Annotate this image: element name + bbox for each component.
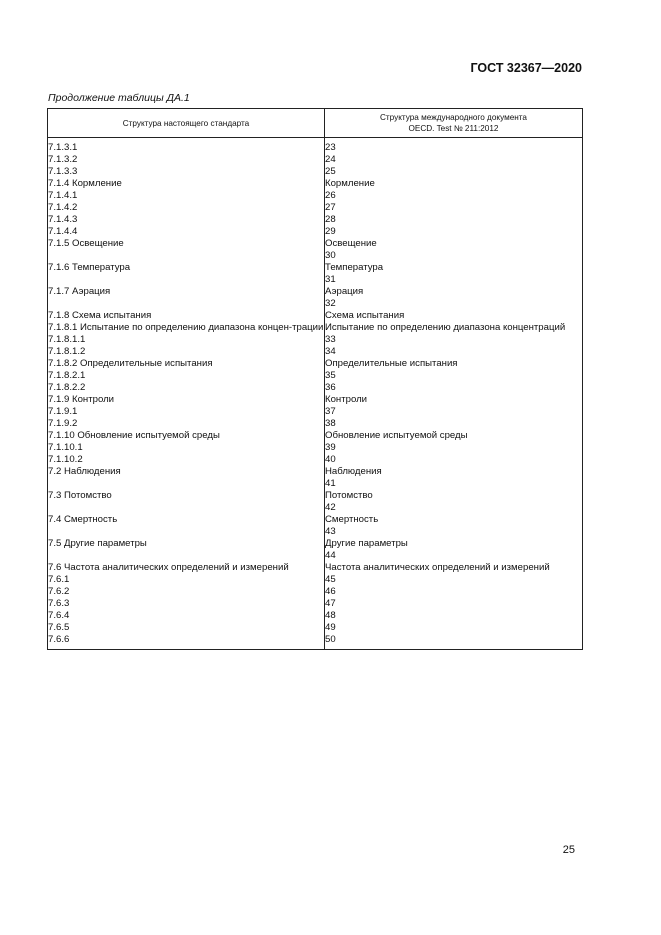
cell-line: 34 bbox=[325, 346, 336, 357]
cell-international-document bbox=[325, 346, 583, 358]
table-row bbox=[48, 466, 583, 490]
cell-international-document bbox=[325, 178, 583, 190]
table-body bbox=[48, 138, 583, 650]
cell-this-standard: 7.4 Смертность bbox=[48, 514, 325, 538]
cell-line: 49 bbox=[325, 622, 336, 633]
cell-line: 29 bbox=[325, 226, 336, 237]
cell-this-standard: 7.2 Наблюдения bbox=[48, 466, 325, 490]
cell-international-document bbox=[325, 358, 583, 370]
col-header-this-standard: Структура настоящего стандарта bbox=[48, 109, 325, 138]
cell-this-standard: 7.1.10 Обновление испытуемой среды bbox=[48, 430, 325, 442]
table-row bbox=[48, 538, 583, 562]
cell-this-standard: 7.6.3 bbox=[48, 598, 325, 610]
table-row bbox=[48, 454, 583, 466]
table-row bbox=[48, 442, 583, 454]
cell-this-standard: 7.1.10.1 bbox=[48, 442, 325, 454]
cell-this-standard: 7.1.8.2.1 bbox=[48, 370, 325, 382]
table-row bbox=[48, 394, 583, 406]
table-row bbox=[48, 430, 583, 442]
cell-this-standard: 7.1.4 Кормление bbox=[48, 178, 325, 190]
cell-this-standard: 7.1.8 Схема испытания bbox=[48, 310, 325, 322]
cell-line: Другие параметры bbox=[325, 538, 408, 549]
cell-line: Частота аналитических определений и измерений bbox=[325, 562, 550, 573]
cell-line: Обновление испытуемой среды bbox=[325, 430, 468, 441]
cell-line: 47 bbox=[325, 598, 336, 609]
cell-line: 33 bbox=[325, 334, 336, 345]
cell-international-document bbox=[325, 622, 583, 634]
cell-this-standard: 7.1.5 Освещение bbox=[48, 238, 325, 262]
col-header-line2: OECD. Test № 211:2012 bbox=[408, 124, 499, 133]
cell-line: 24 bbox=[325, 154, 336, 165]
table-row bbox=[48, 574, 583, 586]
table-row bbox=[48, 286, 583, 310]
table-row bbox=[48, 346, 583, 358]
cell-line: 42 bbox=[325, 502, 336, 513]
table-row bbox=[48, 322, 583, 334]
cell-line: 45 bbox=[325, 574, 336, 585]
cell-this-standard: 7.1.8.1 Испытание по определению диапазона концен-трации bbox=[48, 322, 324, 333]
cell-international-document bbox=[325, 154, 583, 166]
cell-line: 46 bbox=[325, 586, 336, 597]
table-row bbox=[48, 370, 583, 382]
cell-line: 36 bbox=[325, 382, 336, 393]
cell-international-document bbox=[325, 610, 583, 622]
cell-this-standard: 7.1.8.2.2 bbox=[48, 382, 325, 394]
table-row bbox=[48, 166, 583, 178]
cell-this-standard: 7.6.2 bbox=[48, 586, 325, 598]
cell-line: 40 bbox=[325, 454, 336, 465]
cell-this-standard: 7.1.6 Температура bbox=[48, 262, 325, 286]
cell-line: Потомство bbox=[325, 490, 373, 501]
cell-this-standard: 7.1.9.2 bbox=[48, 418, 325, 430]
cell-line: Наблюдения bbox=[325, 466, 382, 477]
cell-this-standard: 7.1.9.1 bbox=[48, 406, 325, 418]
cell-line: 27 bbox=[325, 202, 336, 213]
cell-international-document bbox=[325, 514, 583, 538]
table-row bbox=[48, 358, 583, 370]
cell-this-standard: 7.1.8.1.2 bbox=[48, 346, 325, 358]
cell-international-document bbox=[325, 334, 583, 346]
cell-this-standard: 7.1.4.4 bbox=[48, 226, 325, 238]
table-row bbox=[48, 586, 583, 598]
cell-international-document bbox=[325, 214, 583, 226]
cell-this-standard: 7.6.6 bbox=[48, 634, 325, 650]
table-row bbox=[48, 238, 583, 262]
cell-international-document bbox=[325, 310, 583, 322]
cell-this-standard: 7.1.3.1 bbox=[48, 138, 325, 155]
cell-line: 50 bbox=[325, 634, 336, 645]
cell-line: Смертность bbox=[325, 514, 379, 525]
cell-line: 37 bbox=[325, 406, 336, 417]
cell-international-document bbox=[325, 466, 583, 490]
page-number: 25 bbox=[562, 844, 575, 856]
cell-this-standard: 7.3 Потомство bbox=[48, 490, 325, 514]
table-row bbox=[48, 418, 583, 430]
cell-this-standard: 7.6.5 bbox=[48, 622, 325, 634]
cell-line: 44 bbox=[325, 550, 336, 561]
cell-line: 26 bbox=[325, 190, 336, 201]
cell-line: 25 bbox=[325, 166, 336, 177]
cell-line: 41 bbox=[325, 478, 336, 489]
table-header-row bbox=[48, 109, 583, 138]
cell-this-standard: 7.6.1 bbox=[48, 574, 325, 586]
table-row bbox=[48, 310, 583, 322]
cell-international-document bbox=[325, 598, 583, 610]
col-header-international-document bbox=[325, 109, 583, 138]
table-row bbox=[48, 562, 583, 574]
table-row bbox=[48, 610, 583, 622]
cell-this-standard: 7.1.8.1.1 bbox=[48, 334, 325, 346]
cell-this-standard: 7.1.3.2 bbox=[48, 154, 325, 166]
cell-this-standard: 7.1.10.2 bbox=[48, 454, 325, 466]
cell-this-standard: 7.6.4 bbox=[48, 610, 325, 622]
cell-line: 38 bbox=[325, 418, 336, 429]
cell-line: Определительные испытания bbox=[325, 358, 458, 369]
cell-international-document bbox=[325, 538, 583, 562]
cell-this-standard: 7.1.4.2 bbox=[48, 202, 325, 214]
cell-this-standard: 7.1.8.2 Определительные испытания bbox=[48, 358, 325, 370]
cell-this-standard: 7.1.4.1 bbox=[48, 190, 325, 202]
cell-international-document bbox=[325, 430, 583, 442]
cell-international-document bbox=[325, 382, 583, 394]
correspondence-table bbox=[47, 108, 583, 650]
cell-line: 31 bbox=[325, 274, 336, 285]
cell-international-document bbox=[325, 490, 583, 514]
cell-line: Схема испытания bbox=[325, 310, 405, 321]
cell-line: 35 bbox=[325, 370, 336, 381]
table-row bbox=[48, 490, 583, 514]
cell-international-document bbox=[325, 166, 583, 178]
table-row bbox=[48, 138, 583, 155]
table-row bbox=[48, 598, 583, 610]
col-header-line1: Структура международного документа bbox=[380, 113, 527, 122]
cell-international-document bbox=[325, 322, 583, 334]
cell-line: 48 bbox=[325, 610, 336, 621]
cell-this-standard: 7.6 Частота аналитических определений и измерений bbox=[48, 562, 325, 574]
cell-international-document bbox=[325, 202, 583, 214]
cell-international-document bbox=[325, 406, 583, 418]
cell-this-standard: 7.1.7 Аэрация bbox=[48, 286, 325, 310]
cell-this-standard: 7.1.4.3 bbox=[48, 214, 325, 226]
cell-line: 30 bbox=[325, 250, 336, 261]
table-row bbox=[48, 622, 583, 634]
cell-international-document bbox=[325, 138, 583, 155]
table-row bbox=[48, 190, 583, 202]
cell-international-document bbox=[325, 238, 583, 262]
table-row bbox=[48, 262, 583, 286]
cell-line: 39 bbox=[325, 442, 336, 453]
cell-international-document bbox=[325, 586, 583, 598]
cell-this-standard: 7.1.3.3 bbox=[48, 166, 325, 178]
cell-line: Освещение bbox=[325, 238, 377, 249]
cell-international-document bbox=[325, 442, 583, 454]
cell-international-document bbox=[325, 394, 583, 406]
table-row bbox=[48, 406, 583, 418]
cell-line: Испытание по определению диапазона концентраций bbox=[325, 322, 566, 333]
table-row bbox=[48, 382, 583, 394]
standard-number: ГОСТ 32367—2020 bbox=[470, 61, 582, 75]
cell-international-document bbox=[325, 418, 583, 430]
table-row bbox=[48, 154, 583, 166]
table-row bbox=[48, 514, 583, 538]
table-row bbox=[48, 634, 583, 650]
cell-international-document bbox=[325, 370, 583, 382]
cell-international-document bbox=[325, 574, 583, 586]
cell-international-document bbox=[325, 190, 583, 202]
cell-line: 43 bbox=[325, 526, 336, 537]
cell-line: Контроли bbox=[325, 394, 368, 405]
table-row bbox=[48, 178, 583, 190]
table-row bbox=[48, 202, 583, 214]
cell-international-document bbox=[325, 634, 583, 650]
cell-international-document bbox=[325, 562, 583, 574]
cell-line: 32 bbox=[325, 298, 336, 309]
cell-line: Кормление bbox=[325, 178, 375, 189]
cell-international-document bbox=[325, 286, 583, 310]
cell-this-standard: 7.1.9 Контроли bbox=[48, 394, 325, 406]
table-row bbox=[48, 214, 583, 226]
cell-international-document bbox=[325, 226, 583, 238]
cell-line: Температура bbox=[325, 262, 384, 273]
cell-international-document bbox=[325, 454, 583, 466]
cell-this-standard: 7.5 Другие параметры bbox=[48, 538, 325, 562]
table-caption: Продолжение таблицы ДА.1 bbox=[48, 92, 190, 104]
cell-line: 28 bbox=[325, 214, 336, 225]
table-row bbox=[48, 334, 583, 346]
cell-line: Аэрация bbox=[325, 286, 364, 297]
cell-international-document bbox=[325, 262, 583, 286]
cell-line: 23 bbox=[325, 142, 336, 153]
table-row bbox=[48, 226, 583, 238]
